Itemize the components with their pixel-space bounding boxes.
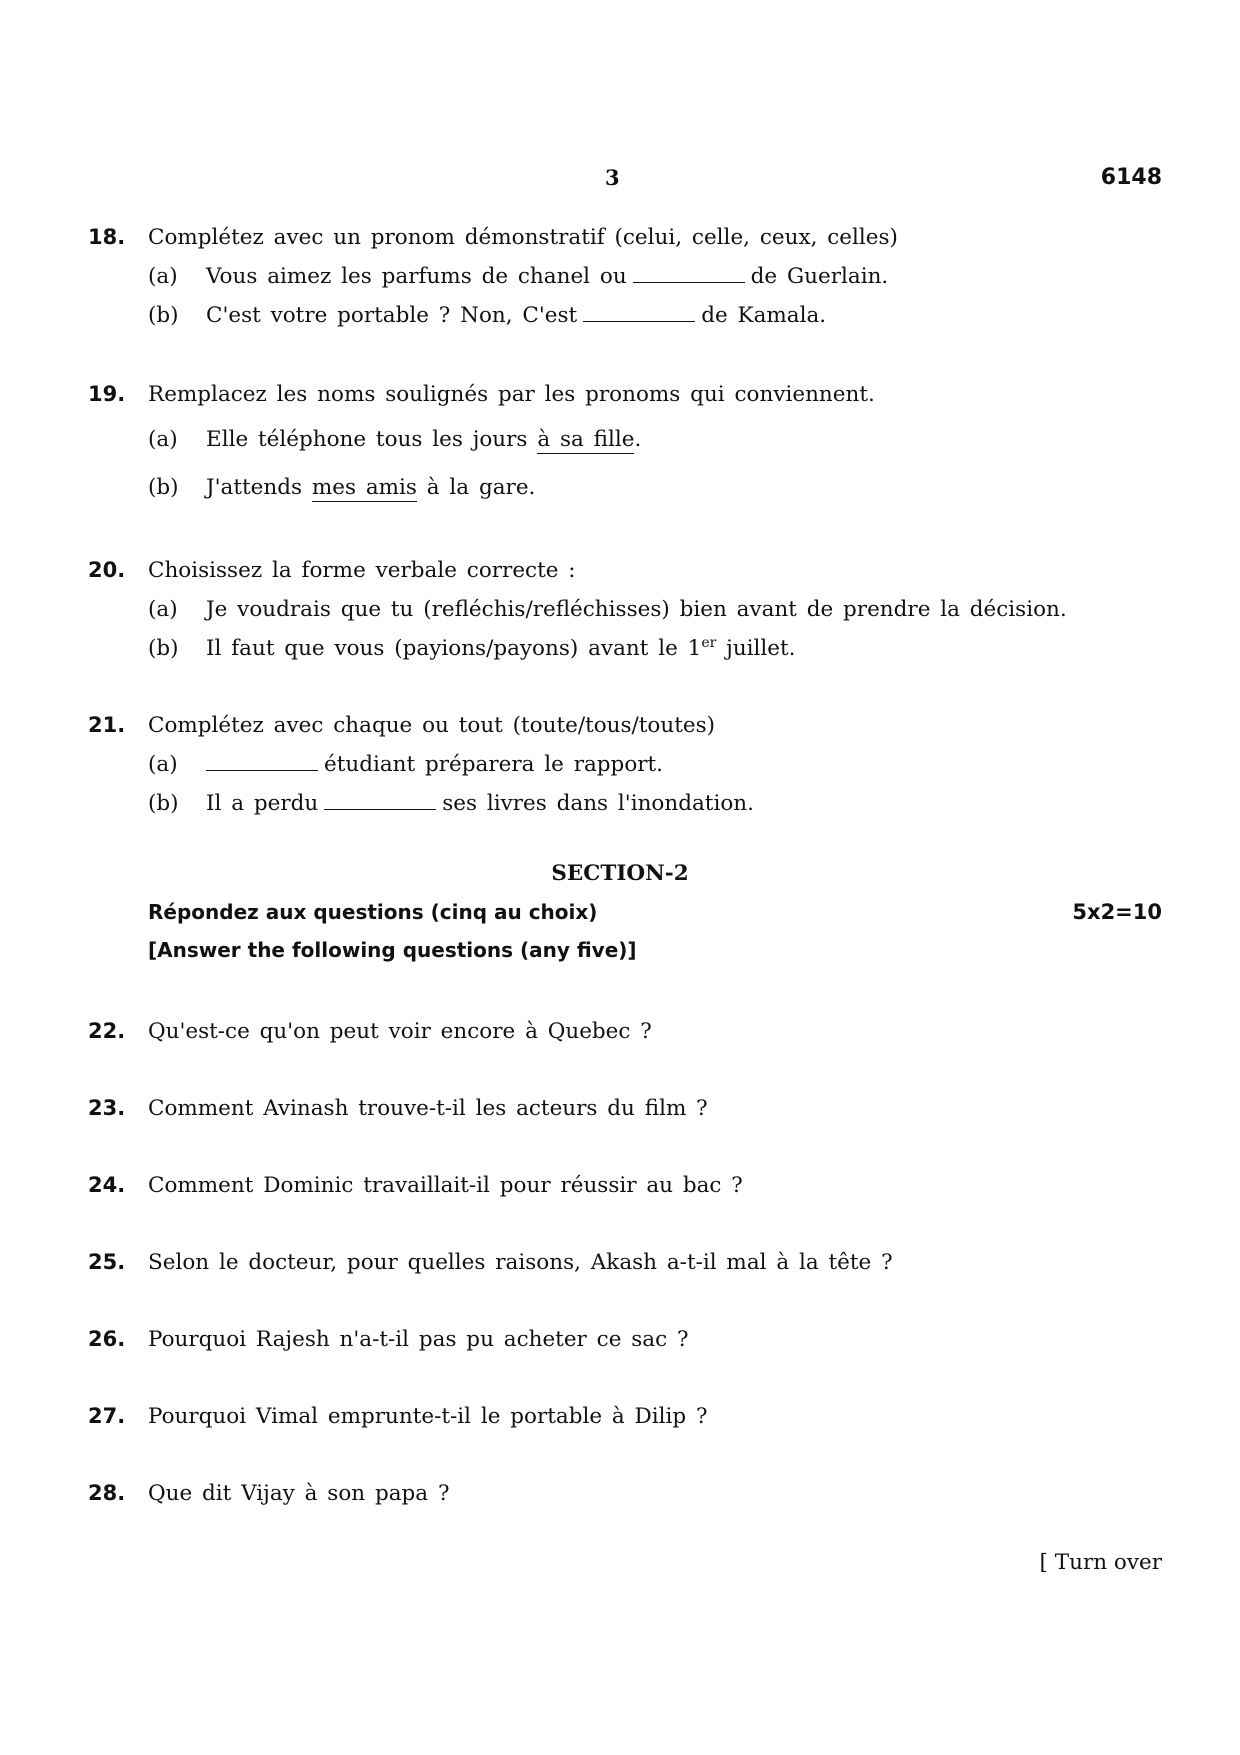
question-number: 26. — [88, 1327, 126, 1351]
sub-text-pre: Il a perdu — [206, 791, 319, 816]
question-text: Choisissez la forme verbale correcte : — [148, 558, 576, 583]
question-28 — [88, 1474, 1163, 1513]
paper-code: 6148 — [1100, 165, 1162, 190]
sub-text-post: de Guerlain. — [750, 264, 889, 289]
question-text: Complétez avec chaque ou tout (toute/tous/toutes) — [148, 713, 715, 738]
section-instruction: Répondez aux questions (cinq au choix) — [148, 900, 598, 924]
question-22 — [88, 1012, 1163, 1051]
question-24 — [88, 1166, 1163, 1205]
question-number: 24. — [88, 1173, 126, 1197]
sub-question-a — [148, 590, 1163, 629]
section-marks: 5x2=10 — [1072, 900, 1162, 924]
sub-label: (b) — [148, 791, 179, 816]
question-text: Qu'est-ce qu'on peut voir encore à Quebec ? — [148, 1019, 652, 1044]
sub-text-post: ses livres dans l'inondation. — [442, 791, 754, 816]
sub-text: Je voudrais que tu (refléchis/refléchisses) bien avant de prendre la décision. — [206, 597, 1067, 622]
question-text: Pourquoi Rajesh n'a-t-il pas pu acheter ce sac ? — [148, 1327, 689, 1352]
question-text: Complétez avec un pronom démonstratif (celui, celle, ceux, celles) — [148, 225, 898, 250]
sub-text-pre: J'attends — [206, 475, 302, 500]
sub-label: (a) — [148, 427, 178, 452]
question-19 — [88, 375, 1163, 507]
sub-text-post: à la gare. — [426, 475, 536, 500]
sub-text-pre: C'est votre portable ? Non, C'est — [206, 303, 578, 328]
question-text: Pourquoi Vimal emprunte-t-il le portable à Dilip ? — [148, 1404, 708, 1429]
fill-blank — [583, 303, 695, 322]
sub-label: (a) — [148, 752, 178, 777]
question-text: Que dit Vijay à son papa ? — [148, 1481, 450, 1506]
question-number: 22. — [88, 1019, 126, 1043]
sub-label: (a) — [148, 597, 178, 622]
sub-label: (b) — [148, 475, 179, 500]
underlined-noun: mes amis — [311, 475, 417, 500]
sub-text-pre: Il faut que vous (payions/payons) avant le 1 — [206, 636, 702, 661]
fill-blank — [633, 264, 745, 283]
question-number: 23. — [88, 1096, 126, 1120]
question-text: Remplacez les noms soulignés par les pronoms qui conviennent. — [148, 382, 875, 407]
sub-question-b — [148, 296, 1163, 335]
question-number: 25. — [88, 1250, 126, 1274]
turn-over-note: [ Turn over — [1039, 1550, 1162, 1575]
sub-label: (a) — [148, 264, 178, 289]
sub-text-post: . — [634, 427, 642, 452]
sub-text-post: de Kamala. — [701, 303, 827, 328]
question-number: 21. — [88, 713, 126, 737]
question-number: 27. — [88, 1404, 126, 1428]
sub-text-pre: Vous aimez les parfums de chanel ou — [206, 264, 627, 289]
superscript: er — [701, 634, 717, 651]
sub-question-a — [148, 420, 1163, 459]
sub-text-post: étudiant préparera le rapport. — [324, 752, 664, 777]
question-number: 20. — [88, 558, 126, 582]
question-18 — [88, 218, 1163, 335]
fill-blank — [324, 791, 436, 810]
sub-text-pre: Elle téléphone tous les jours — [206, 427, 528, 452]
question-23 — [88, 1089, 1163, 1128]
sub-text-post: juillet. — [726, 636, 796, 661]
question-number: 19. — [88, 382, 126, 406]
question-number: 18. — [88, 225, 126, 249]
question-text: Comment Dominic travaillait-il pour réussir au bac ? — [148, 1173, 743, 1198]
sub-question-b — [148, 468, 1163, 507]
section-instruction-english: [Answer the following questions (any five)] — [148, 938, 637, 962]
page-number: 3 — [605, 165, 620, 190]
sub-question-a — [148, 257, 1163, 296]
sub-question-b — [148, 784, 1163, 823]
question-27 — [88, 1397, 1163, 1436]
underlined-noun: à sa fille — [537, 427, 635, 452]
question-25 — [88, 1243, 1163, 1282]
question-26 — [88, 1320, 1163, 1359]
section-title: SECTION-2 — [551, 861, 689, 886]
sub-question-b — [148, 629, 1163, 668]
question-20 — [88, 551, 1163, 668]
question-number: 28. — [88, 1481, 126, 1505]
sub-label: (b) — [148, 303, 179, 328]
sub-label: (b) — [148, 636, 179, 661]
fill-blank — [206, 752, 318, 771]
question-text: Selon le docteur, pour quelles raisons, Akash a-t-il mal à la tête ? — [148, 1250, 893, 1275]
sub-question-a — [148, 745, 1163, 784]
question-text: Comment Avinash trouve-t-il les acteurs du film ? — [148, 1096, 708, 1121]
question-21 — [88, 706, 1163, 823]
